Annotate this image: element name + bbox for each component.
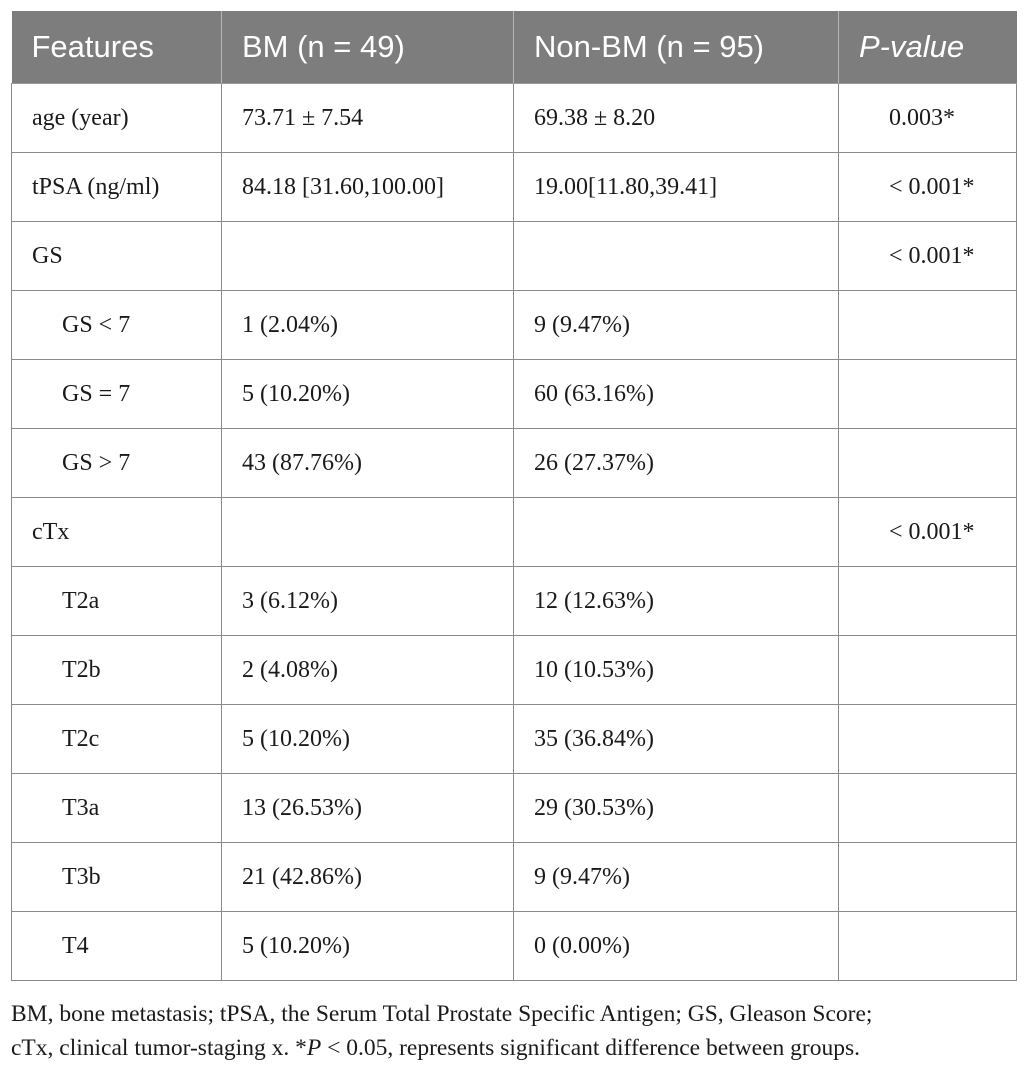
table-body [12, 84, 1017, 981]
footnote-line-2-b: < 0.05, represents significant difference between groups. [321, 1035, 860, 1061]
cell-bm: 5 (10.20%) [222, 360, 514, 429]
cell-p-value [839, 774, 1017, 843]
table-page [11, 11, 1016, 1065]
cell-p-value: < 0.001* [839, 153, 1017, 222]
cell-feature: T3b [12, 843, 222, 912]
cell-bm [222, 498, 514, 567]
table-footnote [11, 997, 1021, 1065]
cell-non-bm: 19.00[11.80,39.41] [514, 153, 839, 222]
table-row [12, 222, 1017, 291]
cell-non-bm: 9 (9.47%) [514, 843, 839, 912]
footnote-line-2-a: cTx, clinical tumor-staging x. * [11, 1035, 307, 1061]
cell-feature: GS > 7 [12, 429, 222, 498]
cell-p-value [839, 843, 1017, 912]
cell-p-value: < 0.001* [839, 222, 1017, 291]
header-p-value: P-value [839, 11, 1017, 84]
cell-non-bm [514, 498, 839, 567]
cell-p-value: 0.003* [839, 84, 1017, 153]
cell-feature: tPSA (ng/ml) [12, 153, 222, 222]
table-row [12, 843, 1017, 912]
cell-p-value: < 0.001* [839, 498, 1017, 567]
table-row [12, 774, 1017, 843]
cell-non-bm: 69.38 ± 8.20 [514, 84, 839, 153]
cell-feature: T2b [12, 636, 222, 705]
cell-feature: T3a [12, 774, 222, 843]
table-row [12, 429, 1017, 498]
table-row [12, 360, 1017, 429]
cell-non-bm: 9 (9.47%) [514, 291, 839, 360]
cell-feature: GS < 7 [12, 291, 222, 360]
table-row [12, 567, 1017, 636]
cell-non-bm: 29 (30.53%) [514, 774, 839, 843]
cell-non-bm: 35 (36.84%) [514, 705, 839, 774]
table-row [12, 498, 1017, 567]
cell-feature: age (year) [12, 84, 222, 153]
cell-bm: 2 (4.08%) [222, 636, 514, 705]
cell-bm: 73.71 ± 7.54 [222, 84, 514, 153]
table-row [12, 153, 1017, 222]
cell-bm: 43 (87.76%) [222, 429, 514, 498]
cell-feature: GS = 7 [12, 360, 222, 429]
table-row [12, 636, 1017, 705]
cell-bm: 1 (2.04%) [222, 291, 514, 360]
table-row [12, 291, 1017, 360]
cell-feature: GS [12, 222, 222, 291]
cell-bm [222, 222, 514, 291]
cell-p-value [839, 360, 1017, 429]
cell-non-bm: 26 (27.37%) [514, 429, 839, 498]
cell-non-bm: 60 (63.16%) [514, 360, 839, 429]
header-non-bm: Non-BM (n = 95) [514, 11, 839, 84]
cell-p-value [839, 636, 1017, 705]
cell-non-bm [514, 222, 839, 291]
cell-p-value [839, 429, 1017, 498]
footnote-p-symbol: P [306, 1035, 322, 1061]
cell-bm: 3 (6.12%) [222, 567, 514, 636]
footnote-line-1: BM, bone metastasis; tPSA, the Serum Total Prostate Specific Antigen; GS, Gleason Score; [11, 1001, 873, 1027]
cell-p-value [839, 567, 1017, 636]
cell-feature: T2c [12, 705, 222, 774]
cell-bm: 5 (10.20%) [222, 912, 514, 981]
cell-bm: 5 (10.20%) [222, 705, 514, 774]
cell-feature: T2a [12, 567, 222, 636]
cell-p-value [839, 291, 1017, 360]
table-row [12, 912, 1017, 981]
cell-p-value [839, 912, 1017, 981]
table-row [12, 84, 1017, 153]
header-row [12, 11, 1017, 84]
cell-bm: 13 (26.53%) [222, 774, 514, 843]
cell-non-bm: 0 (0.00%) [514, 912, 839, 981]
comparison-table [11, 11, 1017, 981]
table-row [12, 705, 1017, 774]
cell-p-value [839, 705, 1017, 774]
cell-non-bm: 12 (12.63%) [514, 567, 839, 636]
header-bm: BM (n = 49) [222, 11, 514, 84]
footnote-line-2 [11, 1031, 1021, 1065]
cell-non-bm: 10 (10.53%) [514, 636, 839, 705]
cell-feature: cTx [12, 498, 222, 567]
cell-bm: 84.18 [31.60,100.00] [222, 153, 514, 222]
header-features: Features [12, 11, 222, 84]
cell-feature: T4 [12, 912, 222, 981]
cell-bm: 21 (42.86%) [222, 843, 514, 912]
